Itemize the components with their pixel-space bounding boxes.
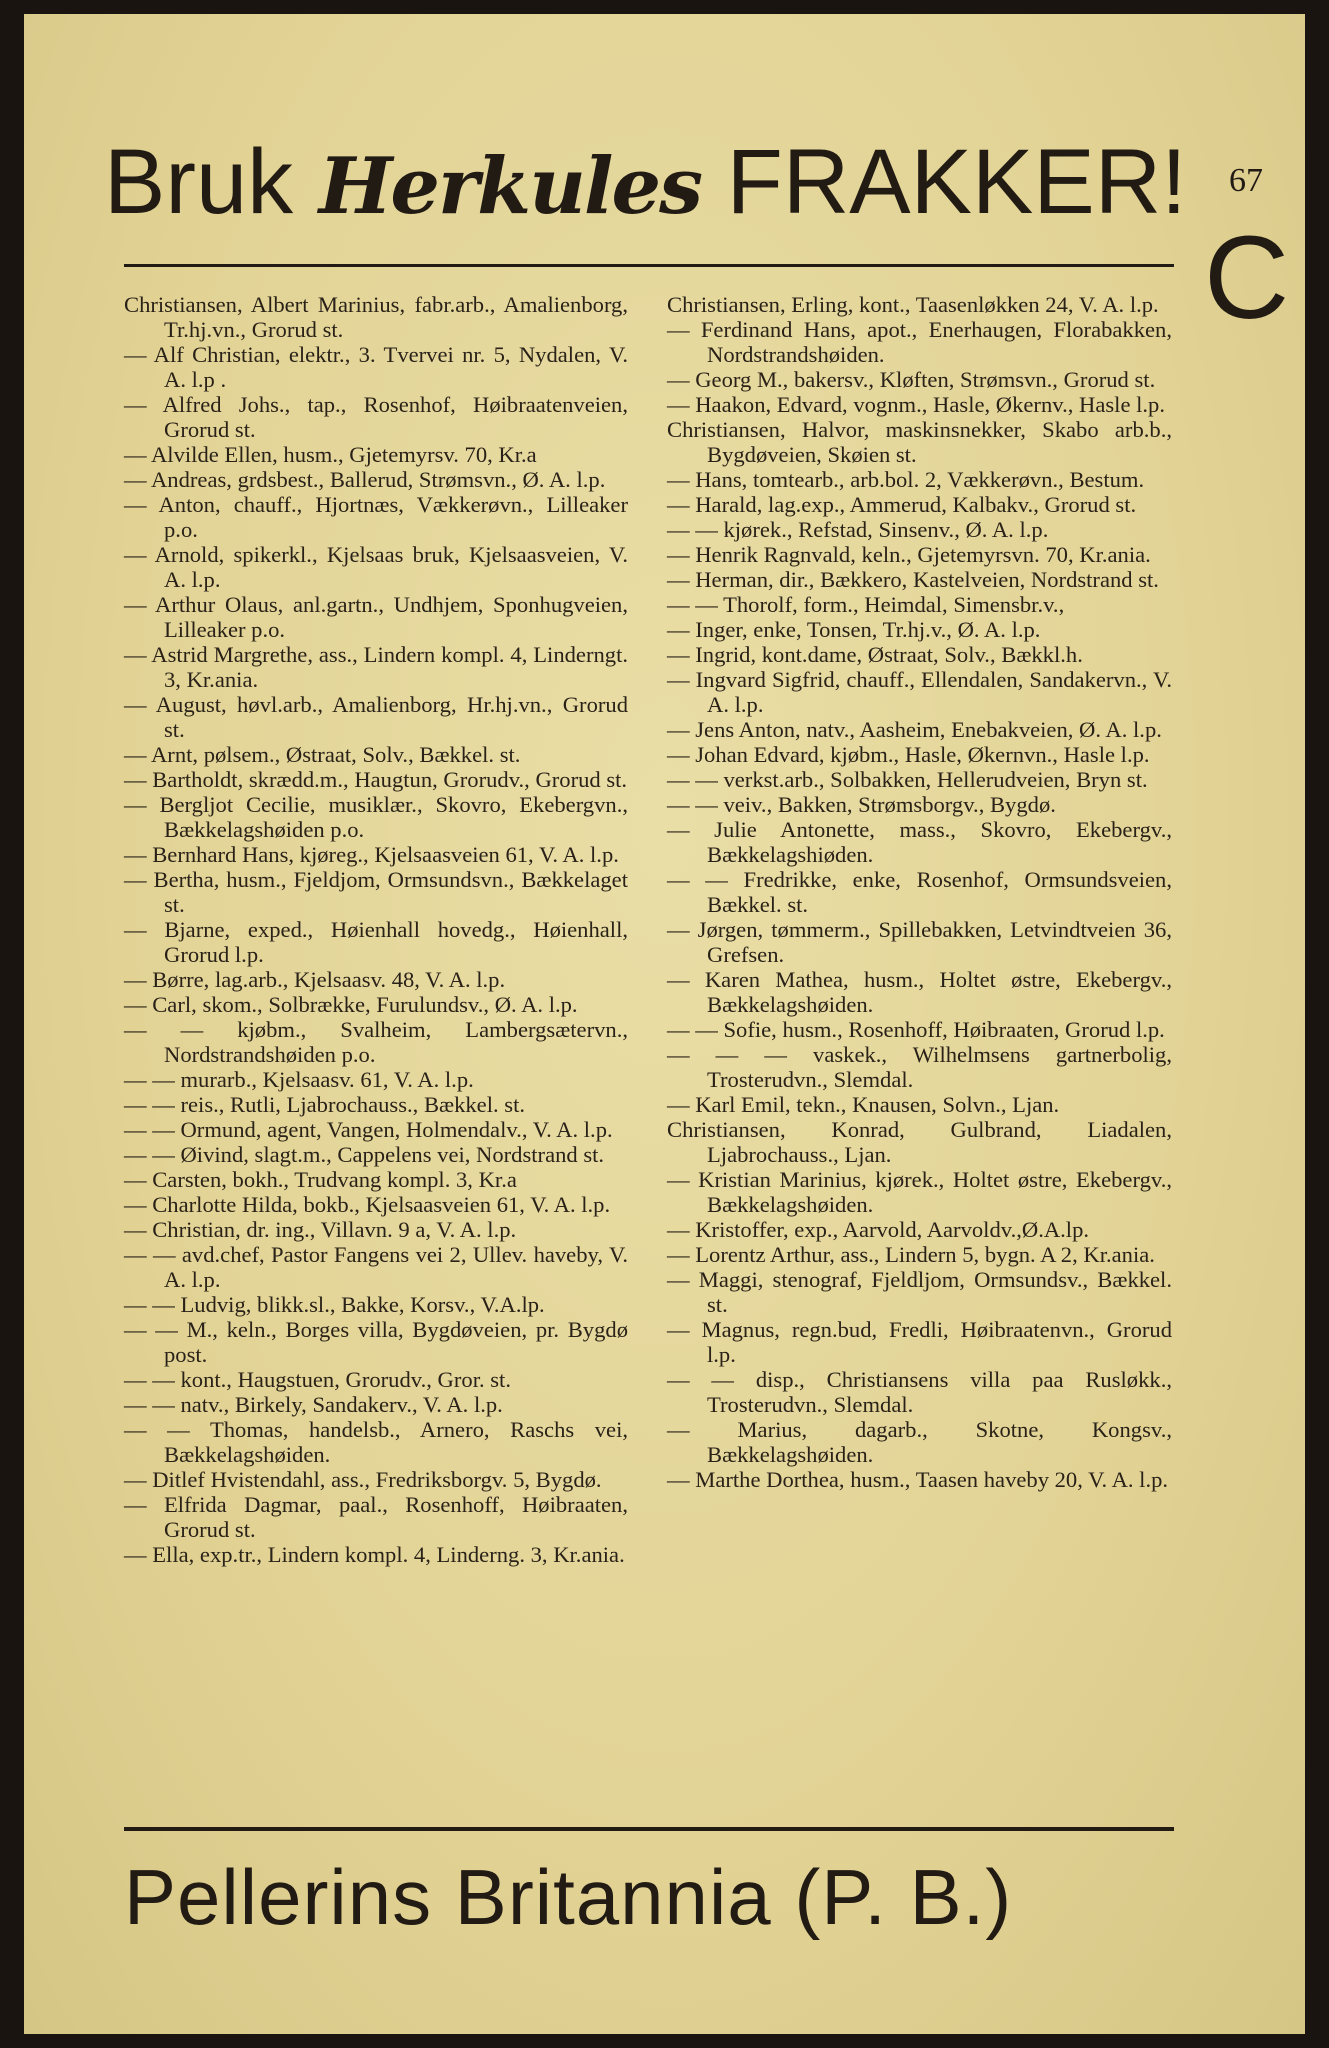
directory-entry: — Carl, skom., Solbrække, Furulundsv., Ø. A. l.p. (124, 992, 578, 1017)
directory-entry: — Charlotte Hilda, bokb., Kjelsaasveien 61, V. A. l.p. (124, 1192, 611, 1217)
directory-entry: — Haakon, Edvard, vognm., Hasle, Økernv., Hasle l.p. (667, 392, 1165, 417)
ad-brand-herkules: Herkules (318, 141, 702, 232)
directory-entry: — Hans, tomtearb., arb.bol. 2, Vækkerøvn., Bestum. (667, 467, 1145, 492)
left-column (124, 292, 628, 1567)
directory-entry: — Bertha, husm., Fjeldjom, Ormsundsvn., Bækkelaget st. (124, 867, 628, 917)
directory-entry: — — kont., Haugstuen, Grorudv., Gror. st. (124, 1367, 511, 1392)
directory-entry: — — Sofie, husm., Rosenhoff, Høibraaten, Grorud l.p. (667, 1017, 1165, 1042)
directory-entry: — Astrid Margrethe, ass., Lindern kompl. 4, Linderngt. 3, Kr.ania. (124, 642, 628, 692)
directory-entry: Christiansen, Konrad, Gulbrand, Liadalen, Ljabrochauss., Ljan. (667, 1117, 1172, 1167)
directory-entry: — — — vaskek., Wilhelmsens gartnerbolig, Trosterudvn., Slemdal. (667, 1042, 1172, 1092)
directory-entry: — Alf Christian, elektr., 3. Tvervei nr. 5, Nydalen, V. A. l.p . (124, 342, 628, 392)
directory-entry: — Julie Antonette, mass., Skovro, Ekebergv., Bækkelagshiøden. (667, 817, 1172, 867)
directory-entry: — Ingrid, kont.dame, Østraat, Solv., Bækkl.h. (667, 642, 1083, 667)
directory-entry: — — disp., Christiansens villa paa Rusløkk., Trosterudvn., Slemdal. (667, 1367, 1172, 1417)
directory-entry: — Anton, chauff., Hjortnæs, Vækkerøvn., Lilleaker p.o. (124, 492, 628, 542)
directory-entry: Christiansen, Halvor, maskinsnekker, Skabo arb.b., Bygdøveien, Skøien st. (667, 417, 1172, 467)
directory-entry: — Maggi, stenograf, Fjeldljom, Ormsundsv., Bækkel. st. (667, 1267, 1172, 1317)
ad-word-bruk: Bruk (104, 131, 294, 233)
directory-entry: — Karl Emil, tekn., Knausen, Solvn., Ljan. (667, 1092, 1060, 1117)
directory-entry: — Bergljot Cecilie, musiklær., Skovro, Ekebergvn., Bækkelagshøiden p.o. (124, 792, 628, 842)
directory-entry: — — reis., Rutli, Ljabrochauss., Bækkel. st. (124, 1092, 526, 1117)
directory-entry: — Bartholdt, skrædd.m., Haugtun, Grorudv., Grorud st. (124, 767, 628, 792)
directory-entry: — — Øivind, slagt.m., Cappelens vei, Nordstrand st. (124, 1142, 605, 1167)
directory-entry: — Arnold, spikerkl., Kjelsaas bruk, Kjelsaasveien, V. A. l.p. (124, 542, 628, 592)
directory-entry: — Harald, lag.exp., Ammerud, Kalbakv., Grorud st. (667, 492, 1137, 517)
directory-entry: — Henrik Ragnvald, keln., Gjetemyrsvn. 70, Kr.ania. (667, 542, 1151, 567)
section-letter: C (1204, 212, 1290, 344)
right-column (667, 292, 1172, 1492)
bottom-divider (124, 1827, 1174, 1831)
directory-entry: — Jens Anton, natv., Aasheim, Enebakveien, Ø. A. l.p. (667, 717, 1162, 742)
directory-entry: Christiansen, Albert Marinius, fabr.arb., Amalienborg, Tr.hj.vn., Grorud st. (124, 292, 628, 342)
directory-entry: — — Ormund, agent, Vangen, Holmendalv., V. A. l.p. (124, 1117, 613, 1142)
directory-entry: — — M., keln., Borges villa, Bygdøveien, pr. Bygdø post. (124, 1317, 628, 1367)
directory-entry: — Ditlef Hvistendahl, ass., Fredriksborgv. 5, Bygdø. (124, 1467, 602, 1492)
directory-entry: — Herman, dir., Bækkero, Kastelveien, Nordstrand st. (667, 567, 1159, 592)
directory-entry: — Ingvard Sigfrid, chauff., Ellendalen, Sandakervn., V. A. l.p. (667, 667, 1172, 717)
directory-entry: — Elfrida Dagmar, paal., Rosenhoff, Høibraaten, Grorud st. (124, 1492, 628, 1542)
directory-entry: — — kjøbm., Svalheim, Lambergsætervn., Nordstrandshøiden p.o. (124, 1017, 628, 1067)
directory-entry: — — verkst.arb., Solbakken, Hellerudveien, Bryn st. (667, 767, 1148, 792)
directory-entry: — Lorentz Arthur, ass., Lindern 5, bygn. A 2, Kr.ania. (667, 1242, 1155, 1267)
directory-entry: — Christian, dr. ing., Villavn. 9 a, V. A. l.p. (124, 1217, 517, 1242)
ad-word-frakker: FRAKKER! (726, 131, 1187, 233)
top-advertisement (104, 131, 1187, 237)
directory-entry: — — Fredrikke, enke, Rosenhof, Ormsundsveien, Bækkel. st. (667, 867, 1172, 917)
directory-entry: — Marius, dagarb., Skotne, Kongsv., Bækkelagshøiden. (667, 1417, 1172, 1467)
directory-entry: — — veiv., Bakken, Strømsborgv., Bygdø. (667, 792, 1056, 817)
directory-entry: — Georg M., bakersv., Kløften, Strømsvn., Grorud st. (667, 367, 1156, 392)
directory-entry: — Andreas, grdsbest., Ballerud, Strømsvn., Ø. A. l.p. (124, 467, 606, 492)
directory-entry: — — Thorolf, form., Heimdal, Simensbr.v., (667, 592, 1065, 617)
page-number: 67 (1229, 162, 1263, 199)
directory-entry: — Magnus, regn.bud, Fredli, Høibraatenvn., Grorud l.p. (667, 1317, 1172, 1367)
directory-entry: — — murarb., Kjelsaasv. 61, V. A. l.p. (124, 1067, 474, 1092)
directory-entry: — Johan Edvard, kjøbm., Hasle, Økernvn., Hasle l.p. (667, 742, 1150, 767)
directory-entry: — Karen Mathea, husm., Holtet østre, Ekebergv., Bækkelagshøiden. (667, 967, 1172, 1017)
directory-entry: — Ferdinand Hans, apot., Enerhaugen, Florabakken, Nordstrandshøiden. (667, 317, 1172, 367)
directory-entry: — — Thomas, handelsb., Arnero, Raschs vei, Bækkelagshøiden. (124, 1417, 628, 1467)
directory-entry: — Alvilde Ellen, husm., Gjetemyrsv. 70, Kr.a (124, 442, 537, 467)
directory-entry: — Carsten, bokh., Trudvang kompl. 3, Kr.a (124, 1167, 517, 1192)
bottom-advertisement: Pellerins Britannia (P. B.) (124, 1853, 1013, 1941)
directory-entry: — Kristoffer, exp., Aarvold, Aarvoldv.,Ø.A.lp. (667, 1217, 1090, 1242)
top-divider (124, 264, 1174, 267)
directory-entry: — August, høvl.arb., Amalienborg, Hr.hj.vn., Grorud st. (124, 692, 628, 742)
directory-entry: — — Ludvig, blikk.sl., Bakke, Korsv., V.A.lp. (124, 1292, 545, 1317)
directory-entry: — Marthe Dorthea, husm., Taasen haveby 20, V. A. l.p. (667, 1467, 1169, 1492)
directory-entry: — Arnt, pølsem., Østraat, Solv., Bækkel. st. (124, 742, 521, 767)
directory-entry: — Jørgen, tømmerm., Spillebakken, Letvindtveien 36, Grefsen. (667, 917, 1172, 967)
directory-entry: — Arthur Olaus, anl.gartn., Undhjem, Sponhugveien, Lilleaker p.o. (124, 592, 628, 642)
directory-entry: — Bjarne, exped., Høienhall hovedg., Høienhall, Grorud l.p. (124, 917, 628, 967)
directory-page (24, 14, 1305, 2034)
directory-entry: — Bernhard Hans, kjøreg., Kjelsaasveien 61, V. A. l.p. (124, 842, 619, 867)
directory-entry: — — avd.chef, Pastor Fangens vei 2, Ullev. haveby, V. A. l.p. (124, 1242, 628, 1292)
directory-entry: — Alfred Johs., tap., Rosenhof, Høibraatenveien, Grorud st. (124, 392, 628, 442)
directory-entry: Christiansen, Erling, kont., Taasenløkken 24, V. A. l.p. (667, 292, 1159, 317)
directory-entry: — — kjørek., Refstad, Sinsenv., Ø. A. l.p. (667, 517, 1049, 542)
directory-entry: — Kristian Marinius, kjørek., Holtet østre, Ekebergv., Bækkelagshøiden. (667, 1167, 1172, 1217)
directory-entry: — Inger, enke, Tonsen, Tr.hj.v., Ø. A. l.p. (667, 617, 1041, 642)
directory-entry: — Ella, exp.tr., Lindern kompl. 4, Linderng. 3, Kr.ania. (124, 1542, 625, 1567)
directory-entry: — Børre, lag.arb., Kjelsaasv. 48, V. A. l.p. (124, 967, 506, 992)
directory-entry: — — natv., Birkely, Sandakerv., V. A. l.p. (124, 1392, 503, 1417)
